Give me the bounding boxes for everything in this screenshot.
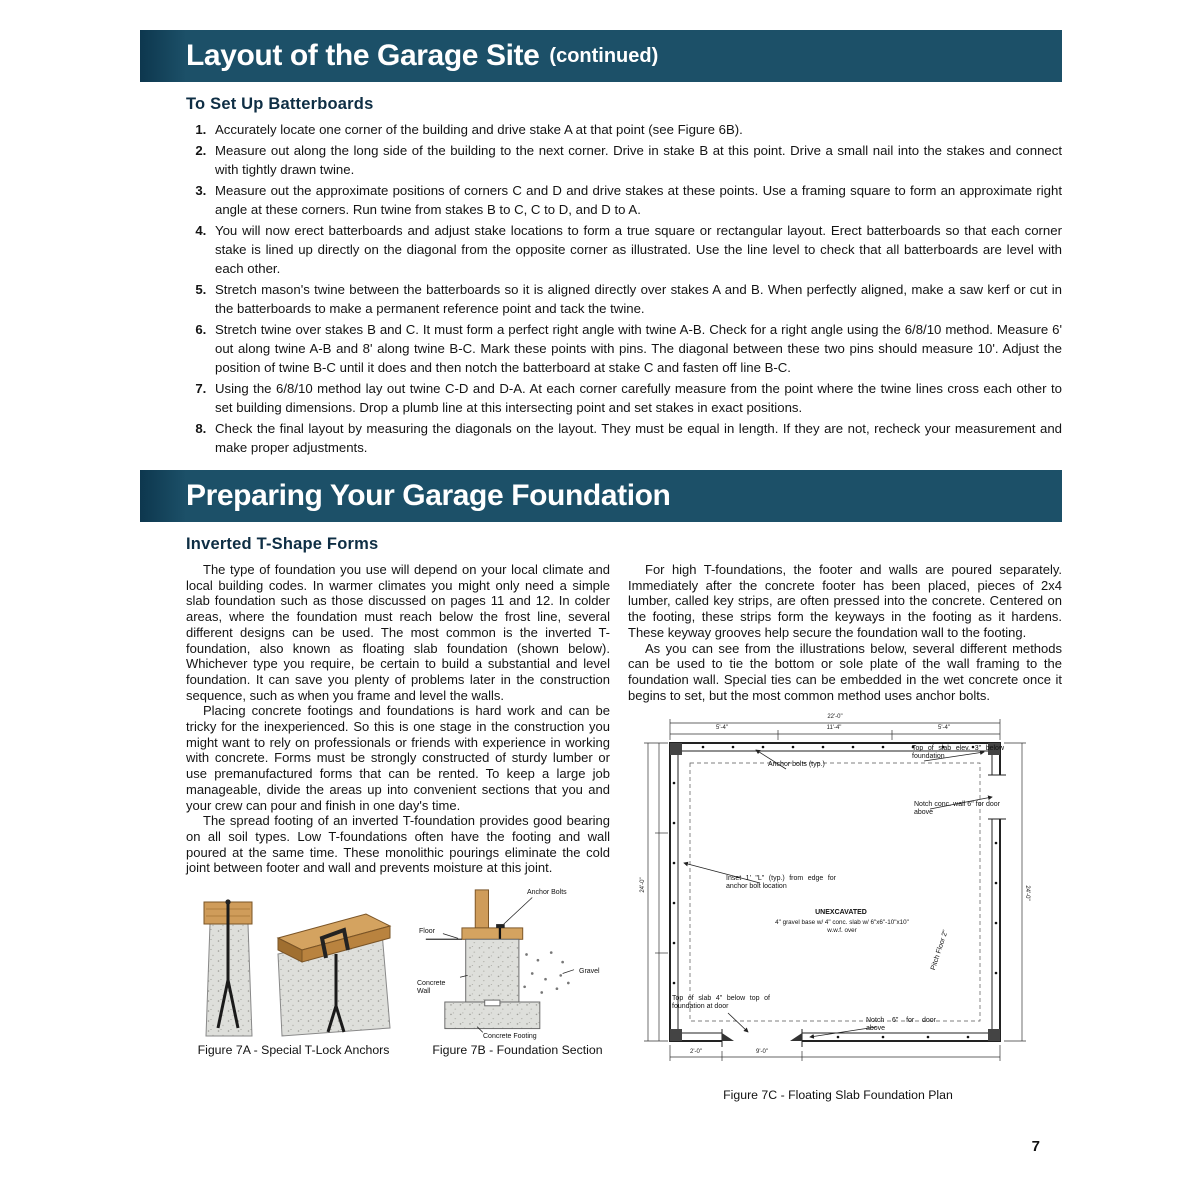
two-column-body — [186, 562, 1062, 1104]
paragraph: For high T-foundations, the footer and walls are poured separately. Immediately after the concrete footer has been placed, pieces of 2x4 lumber, called key strips, are often pressed into the concrete. Centered on the footing, these strips form the keyways in the footing as it hardens. These keyway grooves help secure the foundation wall to the footing. — [628, 562, 1062, 640]
dim-bottom-seg2: 9'-0" — [756, 1049, 768, 1056]
dim-left-overall: 24'-0" — [640, 877, 646, 893]
batterboard-steps-list — [186, 120, 1062, 457]
label-slab-at-door: Top of slab 4" below top of foundation at door — [672, 995, 770, 1011]
label-unexcavated: UNEXCAVATED — [815, 909, 867, 917]
paragraph: As you can see from the illustrations below, several different methods can be used to tie the bottom or sole plate of the wall framing to the foundation wall. Special ties can be embedded in the wet concrete once it begins to set, but the most common method uses anchor bolts. — [628, 640, 1062, 703]
figure-7b-art — [415, 888, 620, 1040]
heading-batterboards: To Set Up Batterboards — [186, 95, 374, 113]
banner-subtitle: (continued) — [549, 44, 659, 67]
label-concrete-wall: Concrete Wall — [417, 980, 446, 996]
page-content — [140, 30, 1062, 1104]
figure-7b — [415, 888, 620, 1059]
step-item: 7. Using the 6/8/10 method lay out twine C-D and D-A. At each corner carefully measure from the point where the twine lines cross each other to set building dimensions. Drop a plumb line at this intersecting point and set stakes in exact positions. — [210, 379, 1062, 417]
section-banner-layout — [140, 30, 1062, 82]
label-concrete-footing: Concrete Footing — [483, 1033, 537, 1041]
dim-bottom-seg1: 2'-0" — [690, 1049, 702, 1056]
label-notch-door: Notch 6" for door above — [866, 1017, 936, 1033]
dim-top-seg3: 5'-4" — [938, 725, 950, 732]
figure-7a-caption: Figure 7A - Special T-Lock Anchors — [197, 1043, 390, 1058]
figure-7a-art — [186, 888, 401, 1040]
left-paragraphs — [186, 562, 610, 876]
label-floor: Floor — [419, 928, 435, 936]
step-item: 3. Measure out the approximate positions of corners C and D and drive stakes at these points. Use a framing square to form an approximate right angle at these corners. Run twine from stakes B to C, C to D, and D to A. — [210, 181, 1062, 219]
right-paragraphs — [628, 562, 1062, 703]
step-item: 1. Accurately locate one corner of the building and drive stake A at that point (see Figure 6B). — [210, 120, 1062, 139]
dim-top-seg2: 11'-4" — [826, 725, 842, 732]
heading-inverted-t: Inverted T-Shape Forms — [186, 535, 379, 553]
label-anchor-bolts: Anchor Bolts — [527, 889, 567, 897]
section-banner-foundation — [140, 470, 1062, 522]
paragraph: The type of foundation you use will depend on your local climate and local building codes. In warmer climates you might only need a simple slab foundation such as those discussed on pages 11 and 12. In colder areas, where the foundation must reach below the frost line, several different designs can be used. The most common is the inverted T-foundation, also known as floating slab foundation (shown below). Whichever type you require, be certain to build a substantial and level foundation. It can save you plenty of problems later in the construction sequence, such as when you frame and level the walls. — [186, 562, 610, 703]
figure-7c — [628, 713, 1062, 1104]
dim-top-overall: 22'-0" — [827, 714, 843, 721]
label-unexcavated-detail: 4" gravel base w/ 4" conc. slab w/ 6"x6"-10"x10" w.w.f. over — [775, 919, 909, 935]
label-notch-wall: Notch conc. wall 6" for door above — [914, 801, 1000, 817]
label-pitch-floor: Pitch Floor 2" — [930, 929, 950, 972]
paragraph: Placing concrete footings and foundations is hard work and can be tricky for the inexperienced. So this is one stage in the construction you might want to rely on professionals or friends with experience in working with concrete. Forms must be strongly constructed of sturdy lumber or use premanufactured forms that can be rented. To keep a large job manageable, divide the areas up into convenient sections that you and your crew can pour and finish in one day's time. — [186, 703, 610, 813]
figure-row — [186, 888, 610, 1059]
t-lock-anchor-illustration — [186, 888, 401, 1040]
page-number: 7 — [1031, 1138, 1040, 1155]
step-item: 2. Measure out along the long side of the building to the next corner. Drive in stake B at this point. Drive a small nail into the stakes and connect with tightly drawn twine. — [210, 141, 1062, 179]
label-anchor-bolts: Anchor bolts (typ.) — [768, 761, 825, 769]
label-top-of-slab: Top of slab elev. 3" below foundation — [912, 745, 1004, 761]
step-item: 4. You will now erect batterboards and adjust stake locations to form a true square or rectangular layout. Erect batterboards so that each corner stake is lined up directly on the diagonal from the opposite corner as illustrated. Use the line level to check that all batterboards are level with each other. — [210, 221, 1062, 278]
foundation-section-illustration — [415, 888, 620, 1040]
paragraph: The spread footing of an inverted T-foundation provides good bearing on all soil types. Low T-foundations often have the footing and wall poured at the same time. These monolithic pourings eliminate the cold joint between footer and wall and prevents moisture at this joint. — [186, 813, 610, 876]
figure-7a — [186, 888, 401, 1059]
label-inset-anchor: Inset 1' "L" (typ.) from edge for anchor bolt location — [726, 875, 836, 891]
figure-7c-caption: Figure 7C - Floating Slab Foundation Plan — [723, 1088, 953, 1103]
right-column — [628, 562, 1062, 1104]
dim-right-overall: 24'-0" — [1024, 885, 1030, 901]
dim-top-seg1: 5'-4" — [716, 725, 728, 732]
step-item: 8. Check the final layout by measuring the diagonals on the layout. They must be equal in length. If they are not, recheck your measurement and make proper adjustments. — [210, 419, 1062, 457]
banner-title: Layout of the Garage Site — [186, 39, 540, 72]
figure-7c-art — [628, 713, 1048, 1085]
step-item: 5. Stretch mason's twine between the batterboards so it is aligned directly over stakes A and B. When perfectly aligned, make a saw kerf or cut in the batterboards to make a permanent reference point and tack the twine. — [210, 280, 1062, 318]
step-item: 6. Stretch twine over stakes B and C. It must form a perfect right angle with twine A-B. Check for a right angle using the 6/8/10 method. Measure 6' out along twine A-B and 8' along twine B-C. Mark these points with pins. The diagonal between these two pins should measure 10'. Adjust the position of twine B-C until it does and then notch the batterboard at stake C and fasten off line B-C. — [210, 320, 1062, 377]
left-column — [186, 562, 610, 1104]
label-gravel: Gravel — [579, 968, 600, 976]
figure-7b-caption: Figure 7B - Foundation Section — [432, 1043, 603, 1058]
banner-title: Preparing Your Garage Foundation — [186, 479, 671, 512]
